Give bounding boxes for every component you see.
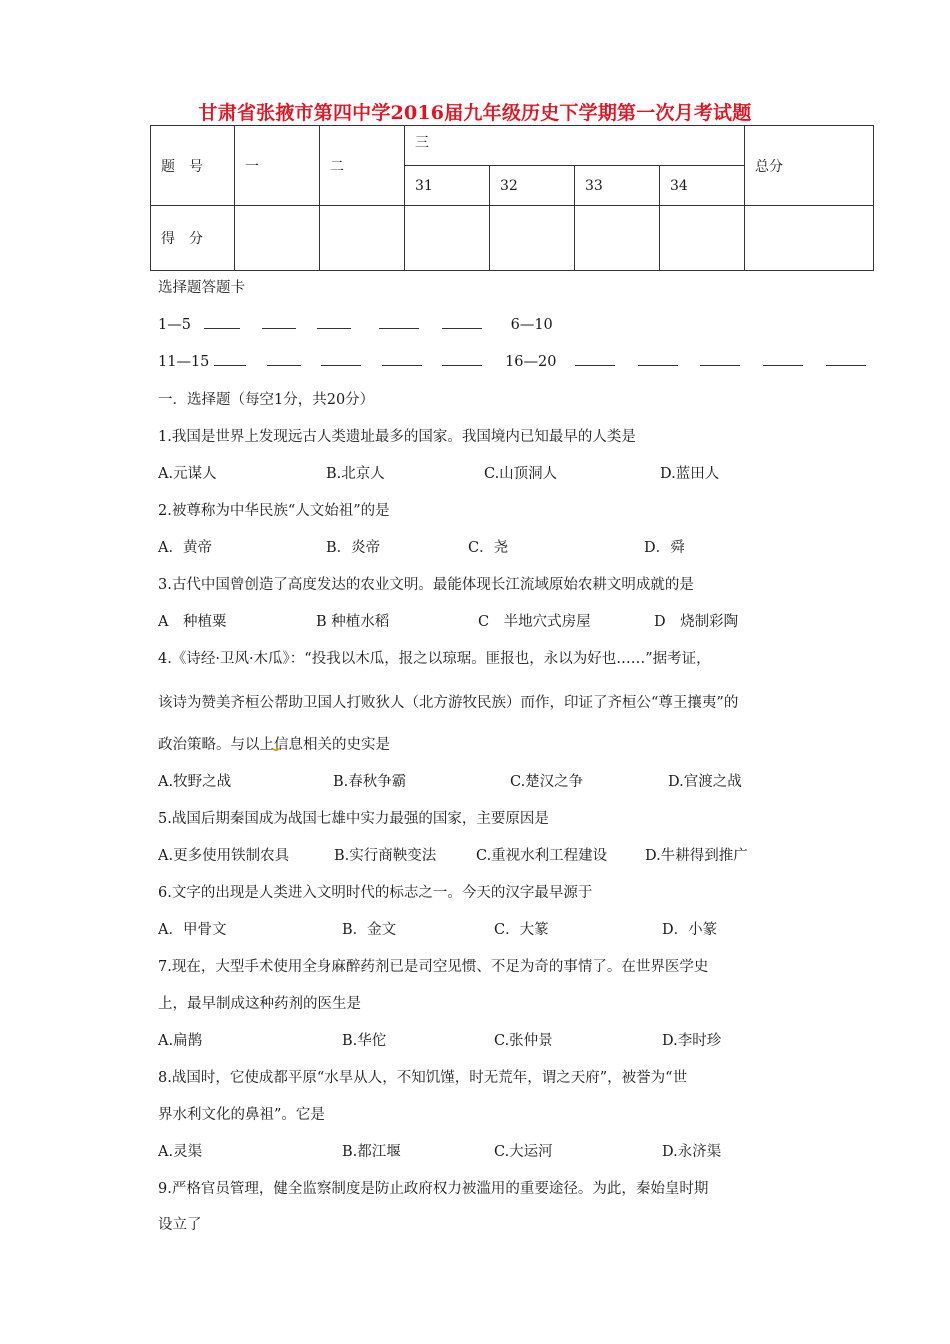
- question-2-stem: 2.被尊称为中华民族“人文始祖”的是: [158, 503, 390, 519]
- question-7-stem-line-2: 上，最早制成这种药剂的医生是: [158, 996, 361, 1012]
- q1-option-c: C.山顶洞人: [484, 466, 558, 482]
- question-8-stem-line-1: 8.战国时，它使成都平原“水旱从人，不知饥馑，时无荒年，谓之天府”，被誉为“世: [158, 1070, 688, 1086]
- q2-option-d: D．舜: [644, 540, 685, 556]
- question-6-stem: 6.文字的出现是人类进入文明时代的标志之一。今天的汉字最早源于: [158, 885, 593, 901]
- question-3-stem: 3.古代中国曾创造了高度发达的农业文明。最能体现长江流域原始农耕文明成就的是: [158, 577, 694, 593]
- answer-blank[interactable]: [826, 351, 866, 366]
- q5-option-c: C.重视水利工程建设: [476, 848, 608, 864]
- score-cell[interactable]: [745, 206, 874, 271]
- q8-option-a: A.灵渠: [158, 1144, 203, 1160]
- answer-blank[interactable]: [700, 351, 740, 366]
- q1-option-a: A.元谋人: [158, 466, 217, 482]
- score-cell[interactable]: [575, 206, 660, 271]
- answer-blank[interactable]: [382, 351, 422, 366]
- q6-option-b: B．金文: [342, 922, 397, 938]
- score-cell[interactable]: [660, 206, 745, 271]
- answer-blank[interactable]: [379, 314, 419, 329]
- q3-option-a: A 种植粟: [158, 614, 227, 630]
- score-cell[interactable]: [235, 206, 320, 271]
- row-label-score: 得 分: [151, 206, 235, 271]
- answer-blank[interactable]: [267, 351, 301, 366]
- answer-blank[interactable]: [442, 314, 482, 329]
- q6-option-d: D．小篆: [662, 922, 718, 938]
- q1-option-d: D.蓝田人: [660, 466, 720, 482]
- score-cell[interactable]: [320, 206, 405, 271]
- answer-range-label: 11—15: [158, 354, 210, 370]
- question-9-stem-line-1: 9.严格官员管理，健全监察制度是防止政府权力被滥用的重要途径。为此，秦始皇时期: [158, 1181, 709, 1197]
- col-total: 总分: [745, 126, 874, 206]
- q3-option-d: D 烧制彩陶: [654, 614, 739, 630]
- q5-option-d: D.牛耕得到推广: [645, 848, 748, 864]
- answer-range-label: 16—20: [505, 354, 557, 370]
- answer-blank[interactable]: [638, 351, 678, 366]
- answer-blank[interactable]: [262, 314, 296, 329]
- answer-blank[interactable]: [321, 351, 361, 366]
- q2-option-a: A．黄帝: [158, 540, 212, 556]
- answer-row-1: [158, 314, 553, 333]
- answer-row-2: [158, 351, 866, 370]
- answer-range-label: 6—10: [510, 317, 553, 333]
- q6-option-c: C．大篆: [494, 922, 549, 938]
- col-32: 32: [490, 166, 575, 206]
- col-34: 34: [660, 166, 745, 206]
- q4-option-d: D.官渡之战: [668, 774, 742, 790]
- score-table: [150, 125, 874, 271]
- col-3: 三: [405, 126, 745, 166]
- answer-blank[interactable]: [204, 314, 240, 329]
- q5-option-a: A.更多使用铁制农具: [158, 848, 290, 864]
- answer-blank[interactable]: [317, 314, 351, 329]
- row-label-question-number: 题 号: [151, 126, 235, 206]
- question-5-stem: 5.战国后期秦国成为战国七雄中实力最强的国家，主要原因是: [158, 811, 549, 827]
- col-33: 33: [575, 166, 660, 206]
- q4-option-b: B.春秋争霸: [333, 774, 407, 790]
- q8-option-c: C.大运河: [494, 1144, 553, 1160]
- question-1-stem: 1.我国是世界上发现远古人类遗址最多的国家。我国境内已知最早的人类是: [158, 429, 636, 445]
- question-7-stem-line-1: 7.现在，大型手术使用全身麻醉药剂已是司空见惯、不足为奇的事情了。在世界医学史: [158, 959, 709, 975]
- q1-option-b: B.北京人: [326, 466, 385, 482]
- answer-card-label: 选择题答题卡: [158, 280, 245, 296]
- question-4-stem-line-2: 该诗为赞美齐桓公帮助卫国人打败狄人（北方游牧民族）而作，印证了齐桓公“尊王攘夷”的: [158, 695, 739, 711]
- question-4-stem-line-1: 4.《诗经·卫风·木瓜》：“投我以木瓜，报之以琼琚。匪报也，永以为好也……”据考证，: [158, 651, 711, 667]
- answer-blank[interactable]: [575, 351, 615, 366]
- q7-option-d: D.李时珍: [662, 1033, 722, 1049]
- q7-option-b: B.华佗: [342, 1033, 387, 1049]
- col-1: 一: [235, 126, 320, 206]
- q5-option-b: B.实行商鞅变法: [334, 848, 437, 864]
- question-4-stem-line-3: 政治策略。与以上信息相关的史实是: [158, 737, 390, 753]
- answer-blank[interactable]: [442, 351, 482, 366]
- score-cell[interactable]: [490, 206, 575, 271]
- answer-blank[interactable]: [763, 351, 803, 366]
- answer-blank[interactable]: [214, 351, 246, 366]
- col-31: 31: [405, 166, 490, 206]
- section-heading: 一．选择题（每空1分，共20分）: [158, 392, 375, 408]
- q8-option-d: D.永济渠: [662, 1144, 722, 1160]
- q2-option-c: C．尧: [468, 540, 509, 556]
- q3-option-c: C 半地穴式房屋: [478, 614, 591, 630]
- q8-option-b: B.都江堰: [342, 1144, 401, 1160]
- col-2: 二: [320, 126, 405, 206]
- question-9-stem-line-2: 设立了: [158, 1217, 202, 1233]
- q6-option-a: A．甲骨文: [158, 922, 227, 938]
- answer-range-label: 1—5: [158, 317, 191, 333]
- q3-option-b: B 种植水稻: [316, 614, 390, 630]
- q7-option-a: A.扁鹊: [158, 1033, 203, 1049]
- q4-option-c: C.楚汉之争: [510, 774, 584, 790]
- q4-option-a: A.牧野之战: [158, 774, 232, 790]
- q2-option-b: B．炎帝: [326, 540, 381, 556]
- exam-title: 甘肃省张掖市第四中学2016届九年级历史下学期第一次月考试题: [198, 102, 752, 124]
- score-cell[interactable]: [405, 206, 490, 271]
- q7-option-c: C.张仲景: [494, 1033, 553, 1049]
- question-8-stem-line-2: 界水利文化的鼻祖”。它是: [158, 1107, 325, 1123]
